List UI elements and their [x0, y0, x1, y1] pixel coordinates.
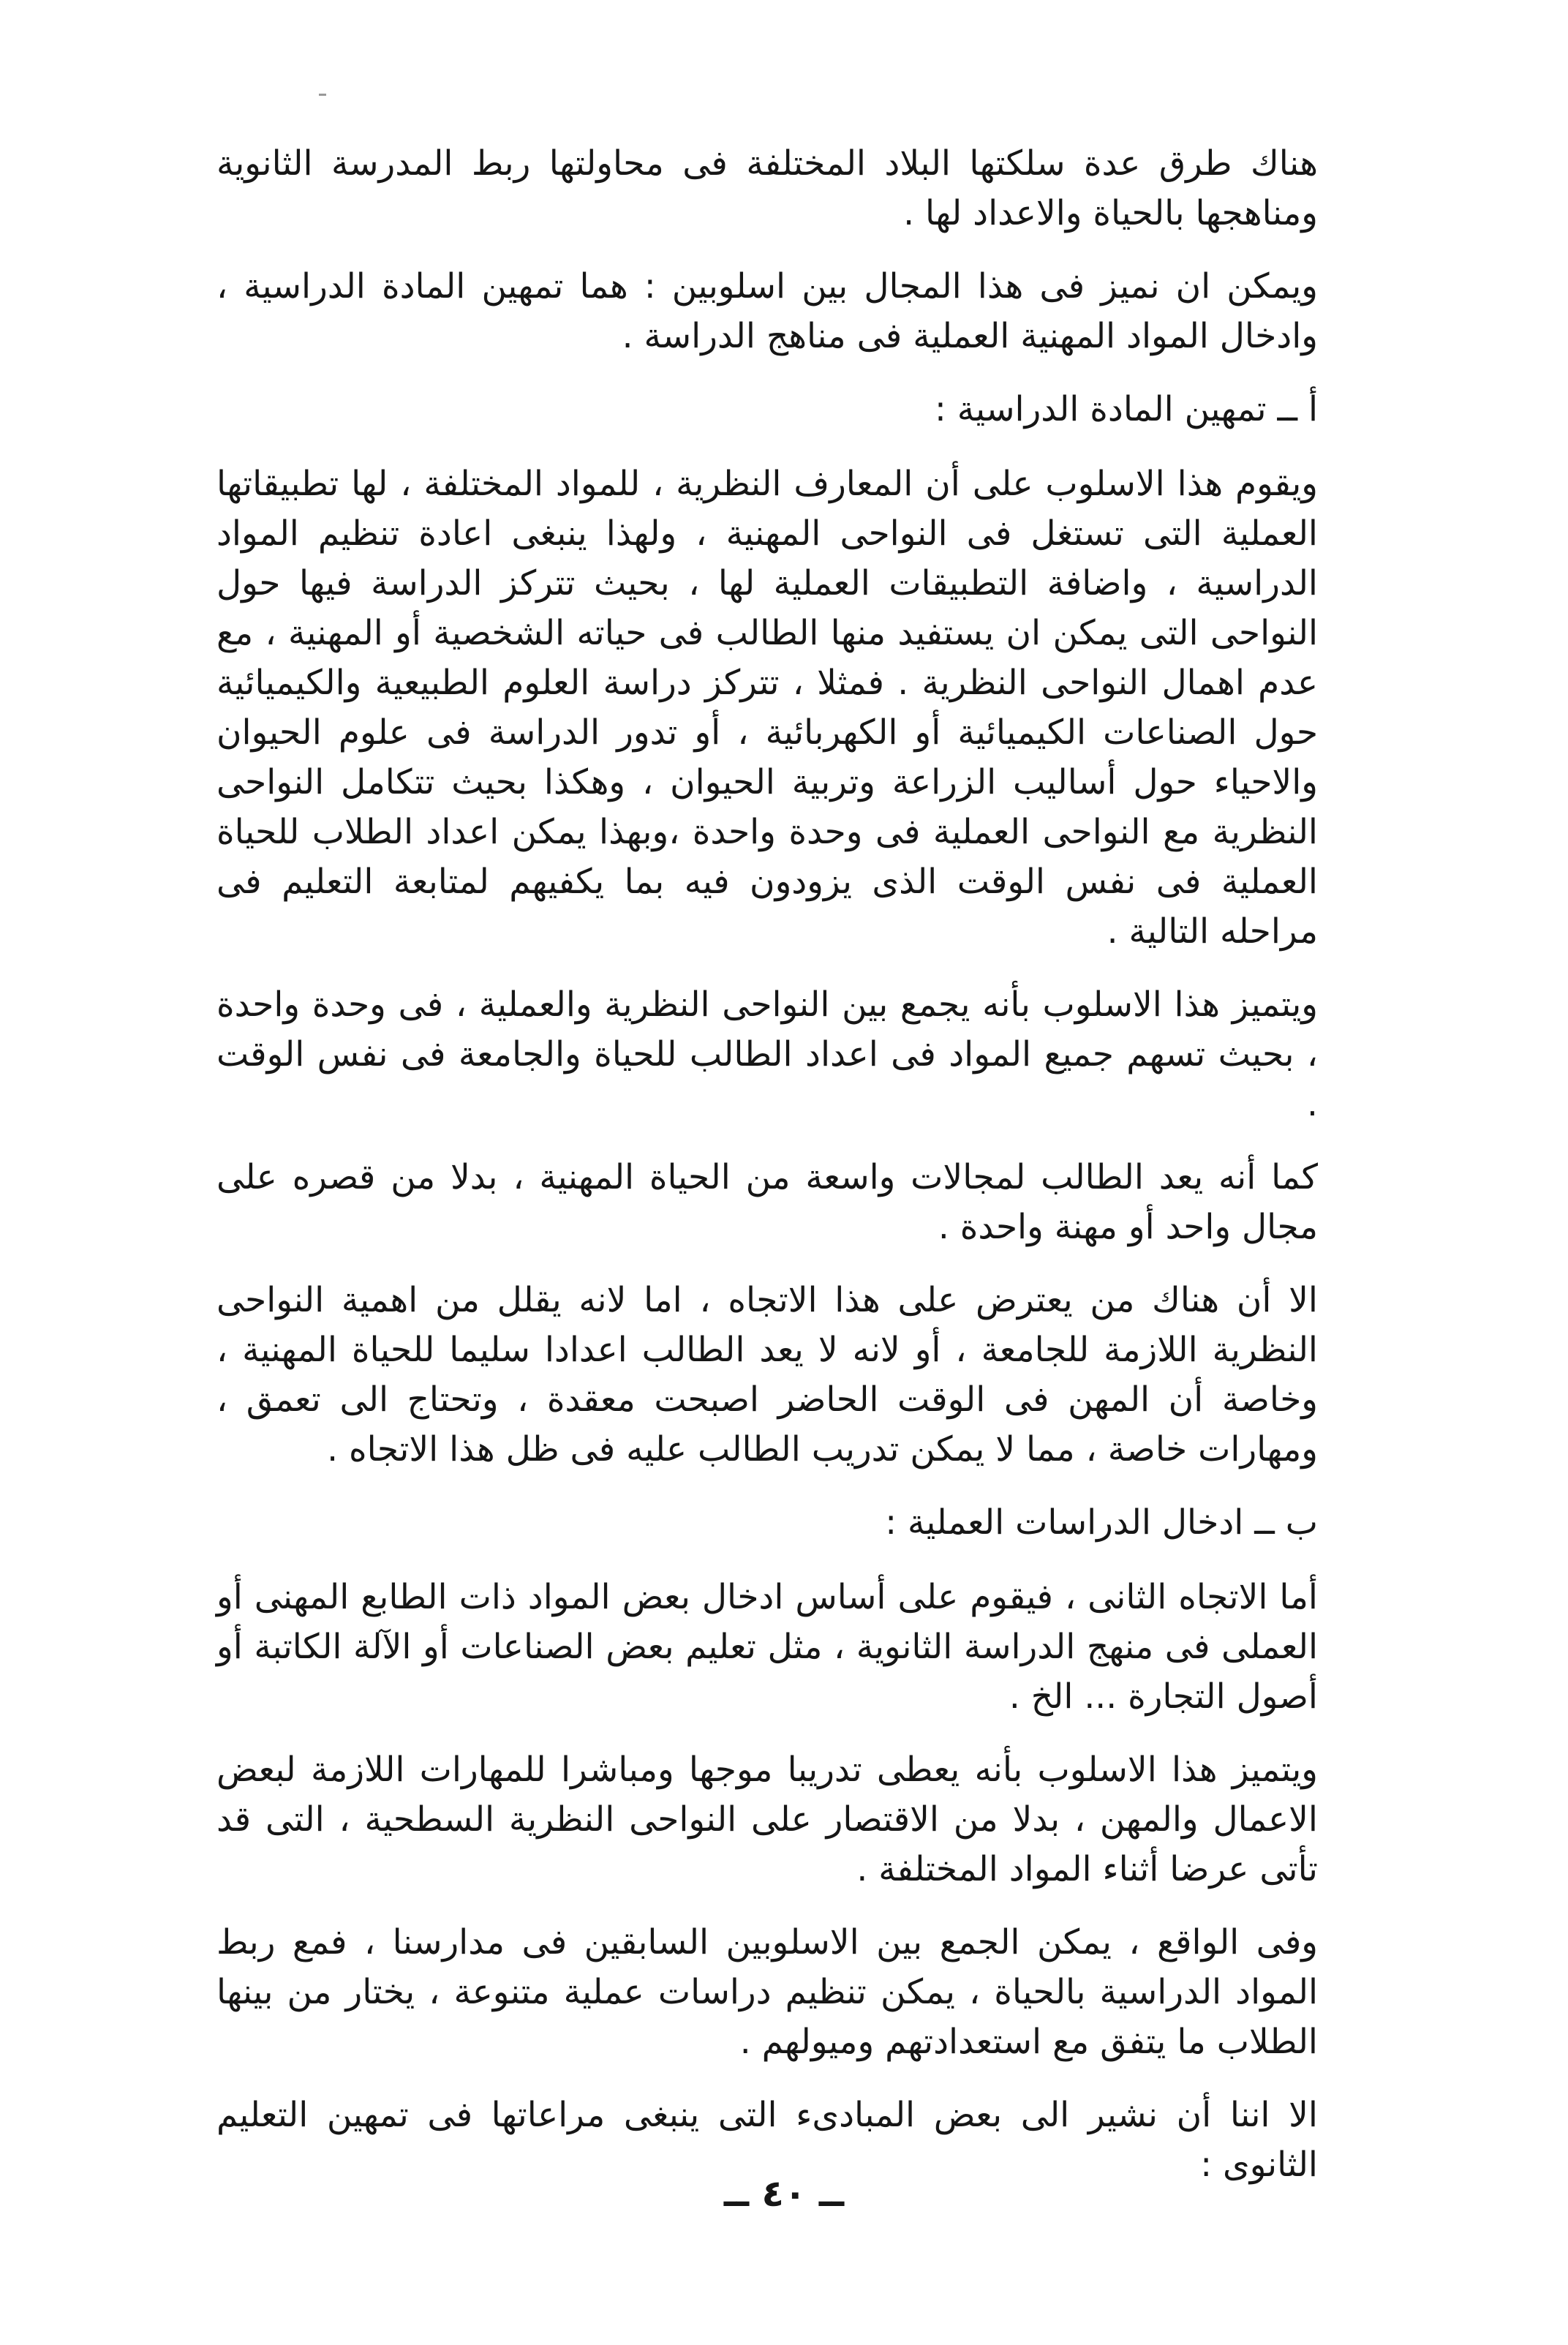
section-heading-a: أ ــ تمهين المادة الدراسية :	[935, 389, 1318, 429]
page-number: ــ ٤٠ ــ	[723, 2172, 845, 2215]
document-body	[216, 139, 1318, 2213]
paragraph-method-b-advantage: ويتميز هذا الاسلوب بأنه يعطى تدريبا موجها ومباشرا للمهارات اللازمة لبعض الاعمال والمهن ، بدلا من الاقتصار على النواحى النظرية السطحية ، التى قد تأتى عرضا أثناء المواد المختلفة .	[216, 1750, 1318, 1889]
stray-mark	[319, 94, 326, 96]
paragraph-two-methods: ويمكن ان نميز فى هذا المجال بين اسلوبين : هما تمهين المادة الدراسية ، وادخال المواد المهنية العملية فى مناهج الدراسة .	[216, 266, 1318, 356]
paragraph-method-a-objection: الا أن هناك من يعترض على هذا الاتجاه ، اما لانه يقلل من اهمية النواحى النظرية اللازمة للجامعة ، أو لانه لا يعد الطالب اعدادا سليما للحياة المهنية ، وخاصة أن المهن فى الوقت الحاضر اصبحت معقدة ، وتحتاج الى تعمق ، ومهارات خاصة ، مما لا يمكن تدريب الطالب عليه فى ظل هذا الاتجاه .	[216, 1280, 1318, 1469]
paragraph-combination: وفى الواقع ، يمكن الجمع بين الاسلوبين السابقين فى مدارسنا ، فمع ربط المواد الدراسية بالحياة ، يمكن تنظيم دراسات عملية متنوعة ، يختار من بينها الطلاب ما يتفق مع استعدادتهم وميولهم .	[216, 1922, 1318, 2062]
paragraph-method-a-advantage: ويتميز هذا الاسلوب بأنه يجمع بين النواحى النظرية والعملية ، فى وحدة واحدة ، بحيث تسهم جميع المواد فى اعداد الطالب للحياة والجامعة فى نفس الوقت .	[216, 985, 1318, 1124]
section-heading-b: ب ــ ادخال الدراسات العملية :	[885, 1502, 1318, 1543]
paragraph-method-b-description: أما الاتجاه الثانى ، فيقوم على أساس ادخال بعض المواد ذات الطابع المهنى أو العملى فى منهج الدراسة الثانوية ، مثل تعليم بعض الصناعات أو الآلة الكاتبة أو أصول التجارة ... الخ .	[216, 1577, 1318, 1717]
paragraph-intro: هناك طرق عدة سلكتها البلاد المختلفة فى محاولتها ربط المدرسة الثانوية ومناهجها بالحياة والاعداد لها .	[216, 143, 1318, 233]
paragraph-method-a-description: ويقوم هذا الاسلوب على أن المعارف النظرية ، للمواد المختلفة ، لها تطبيقاتها العملية التى تستغل فى النواحى المهنية ، ولهذا ينبغى اعادة تنظيم المواد الدراسية ، واضافة التطبيقات العملية لها ، بحيث تتركز الدراسة فيها حول النواحى التى يمكن ان يستفيد منها الطالب فى حياته الشخصية أو المهنية ، مع عدم اهمال النواحى النظرية . فمثلا ، تتركز دراسة العلوم الطبيعية والكيميائية حول الصناعات الكيميائية أو الكهربائية ، أو تدور الدراسة فى علوم الحيوان والاحياء حول أساليب الزراعة وتربية الحيوان ، وهكذا بحيث تتكامل النواحى النظرية مع النواحى العملية فى وحدة واحدة ،وبهذا يمكن اعداد الطلاب للحياة العملية فى نفس الوقت الذى يزودون فيه بما يكفيهم لمتابعة التعليم فى مراحله التالية .	[216, 464, 1318, 952]
paragraph-method-a-scope: كما أنه يعد الطالب لمجالات واسعة من الحياة المهنية ، بدلا من قصره على مجال واحد أو مهنة واحدة .	[216, 1157, 1318, 1247]
paragraph-principles: الا اننا أن نشير الى بعض المبادىء التى ينبغى مراعاتها فى تمهين التعليم الثانوى :	[216, 2095, 1318, 2185]
